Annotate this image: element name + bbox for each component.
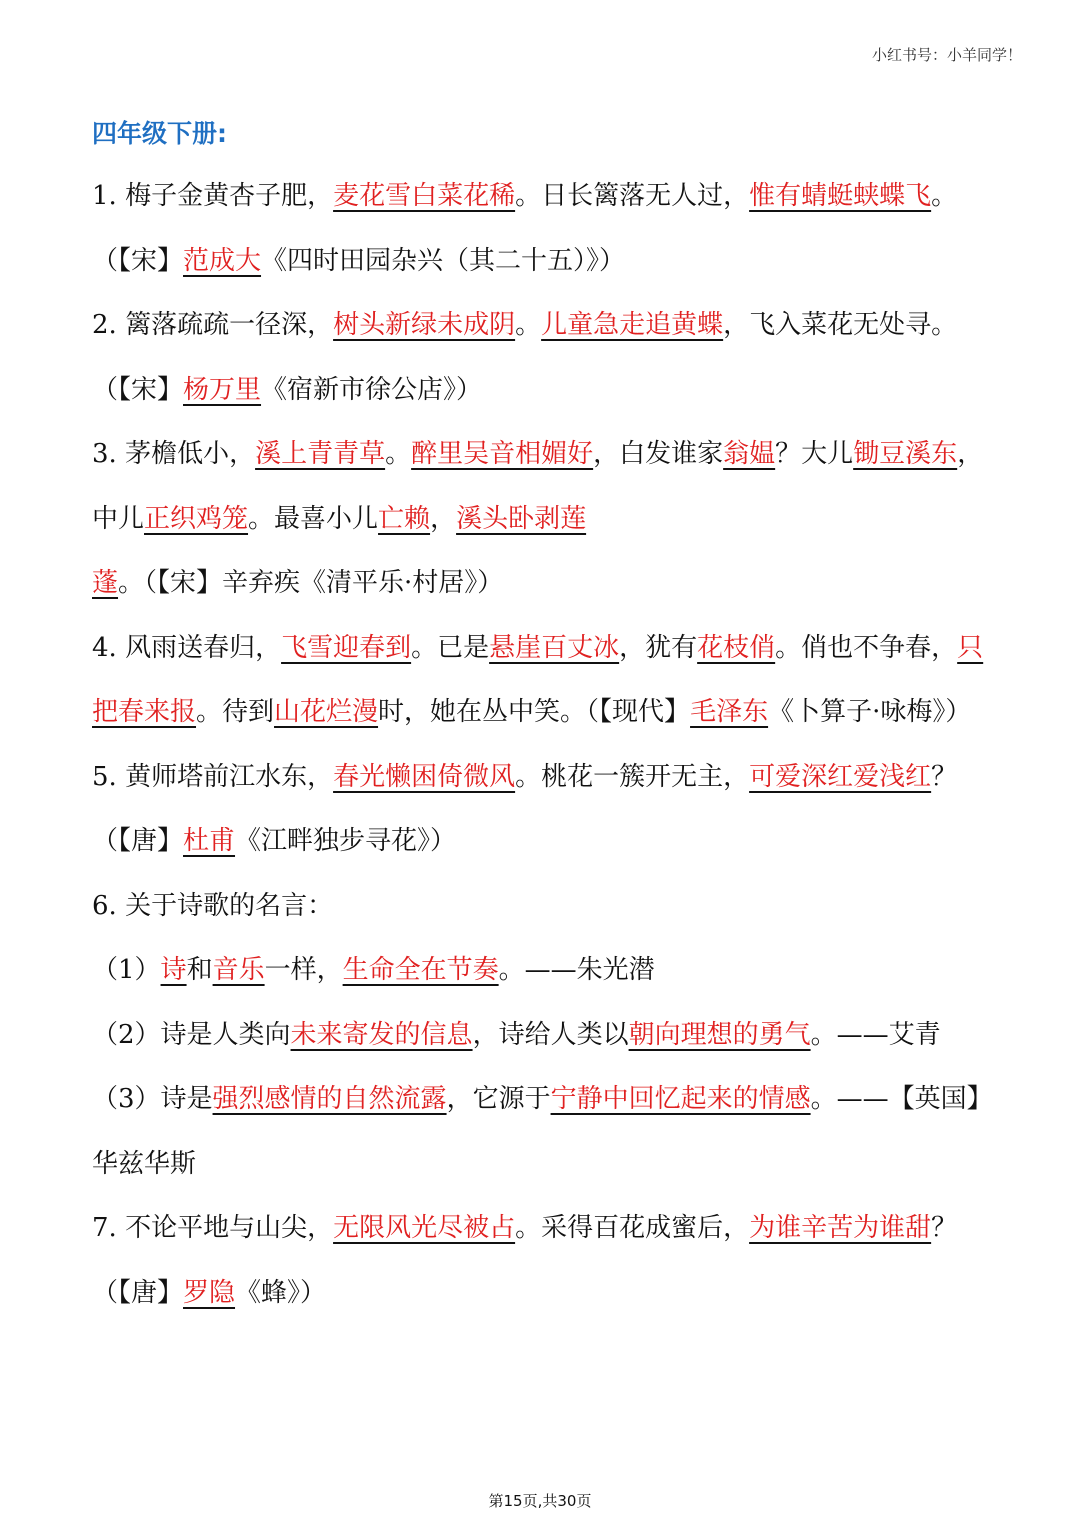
answer-text: 溪头卧剥莲蓬: [92, 503, 587, 598]
poem-text: 5. 黄师塔前江水东，: [92, 761, 334, 792]
section-heading: 四年级下册:: [92, 119, 227, 148]
answer-text: 醉里吴音相媚好: [411, 439, 594, 469]
poem-text: 。（【宋】: [92, 181, 958, 276]
poem-text: 《卜算子·咏梅》）: [768, 697, 972, 727]
poem-item: [92, 874, 992, 939]
poem-list: [92, 164, 992, 1325]
poem-text: 。——【英国】华兹华斯: [92, 1084, 980, 1179]
poem-text: 。: [515, 310, 542, 340]
poem-text: ，白发谁家: [593, 439, 724, 469]
poem-item: [92, 1003, 992, 1068]
poem-text: ？（【唐】: [92, 1213, 958, 1308]
poem-text: （3）诗是: [92, 1084, 213, 1114]
answer-text: 儿童急走追黄蝶: [541, 310, 724, 340]
answer-text: 朝向理想的勇气: [628, 1019, 811, 1050]
answer-text: 未来寄发的信息: [290, 1019, 473, 1050]
answer-text: 音乐: [212, 955, 265, 985]
answer-text: 只把春来报: [92, 632, 984, 727]
poem-text: 。——艾青: [810, 1019, 941, 1050]
answer-text: 春光懒困倚微风: [333, 761, 516, 792]
poem-text: 。: [385, 439, 412, 469]
poem-text: （1）: [92, 955, 161, 985]
poem-text: 和: [186, 955, 213, 985]
answer-text: 锄豆溪东: [853, 439, 958, 469]
poem-text: ，诗给人类以: [472, 1019, 629, 1050]
answer-text: 无限风光尽被占: [333, 1213, 516, 1243]
answer-text: 惟有蜻蜓蛱蝶飞: [749, 181, 932, 211]
poem-text: 。已是: [411, 632, 490, 663]
answer-text: 杜甫: [183, 826, 236, 856]
poem-item: [92, 422, 992, 616]
poem-text: 《江畔独步寻花》）: [235, 826, 457, 856]
answer-text: 可爱深红爱浅红: [749, 761, 932, 792]
answer-text: 杨万里: [183, 374, 262, 405]
poem-text: ，: [430, 503, 457, 534]
poem-text: 。俏也不争春，: [775, 632, 958, 663]
poem-text: 2. 篱落疏疏一径深，: [92, 310, 334, 340]
poem-text: 一样，: [264, 955, 343, 985]
poem-text: 6. 关于诗歌的名言：: [92, 890, 334, 921]
poem-text: 4. 风雨送春归，: [92, 632, 282, 663]
poem-text: 。采得百花成蜜后，: [515, 1213, 750, 1243]
answer-text: 麦花雪白菜花稀: [333, 181, 516, 211]
answer-text: 花枝俏: [697, 632, 776, 663]
poem-text: ？（【唐】: [92, 761, 958, 856]
poem-item: [92, 164, 992, 293]
answer-text: 飞雪迎春到: [281, 632, 412, 663]
poem-text: 3. 茅檐低小，: [92, 439, 256, 469]
answer-text: 亡赖: [378, 503, 431, 534]
poem-text: 。最喜小儿: [248, 503, 379, 534]
watermark-text: 小红书号：小羊同学！: [871, 46, 1022, 64]
answer-text: 正织鸡笼: [144, 503, 249, 534]
answer-text: 范成大: [183, 245, 262, 276]
answer-text: 溪上青青草: [255, 439, 386, 469]
poem-item: [92, 1196, 992, 1325]
answer-text: 生命全在节奏: [342, 955, 499, 985]
poem-text: 《宿新市徐公店》）: [261, 374, 483, 405]
answer-text: 诗: [160, 955, 187, 985]
poem-text: 7. 不论平地与山尖，: [92, 1213, 334, 1243]
poem-text: ，中儿: [92, 439, 984, 534]
answer-text: 山花烂漫: [274, 697, 379, 727]
answer-text: 翁媪: [723, 439, 776, 469]
poem-text: 。待到: [196, 697, 275, 727]
poem-text: ？大儿: [775, 439, 854, 469]
poem-text: ，犹有: [619, 632, 698, 663]
poem-item: [92, 938, 992, 1003]
answer-text: 毛泽东: [690, 697, 769, 727]
poem-item: [92, 745, 992, 874]
poem-text: 。日长篱落无人过，: [515, 181, 750, 211]
answer-text: 树头新绿未成阴: [333, 310, 516, 340]
poem-text: 《四时田园杂兴（其二十五）》）: [261, 245, 626, 276]
poem-text: 。——朱光潜: [498, 955, 655, 985]
poem-text: （2）诗是人类向: [92, 1019, 291, 1050]
poem-item: [92, 616, 992, 745]
page-footer: 第15页,共30页: [488, 1492, 592, 1510]
poem-text: 1. 梅子金黄杏子肥，: [92, 181, 334, 211]
answer-text: 强烈感情的自然流露: [212, 1084, 447, 1114]
poem-text: 。（【宋】辛弃疾《清平乐·村居》）: [118, 568, 504, 598]
poem-item: [92, 1067, 992, 1196]
answer-text: 罗隐: [183, 1277, 236, 1308]
poem-text: 《蜂》）: [235, 1277, 327, 1308]
poem-text: 。桃花一簇开无主，: [515, 761, 750, 792]
answer-text: 宁静中回忆起来的情感: [550, 1084, 811, 1114]
poem-item: [92, 293, 992, 422]
poem-text: ，飞入菜花无处寻。（【宋】: [92, 310, 958, 405]
poem-text: 时，她在丛中笑。（【现代】: [378, 697, 691, 727]
poem-text: ，它源于: [446, 1084, 551, 1114]
answer-text: 为谁辛苦为谁甜: [749, 1213, 932, 1243]
answer-text: 悬崖百丈冰: [489, 632, 620, 663]
